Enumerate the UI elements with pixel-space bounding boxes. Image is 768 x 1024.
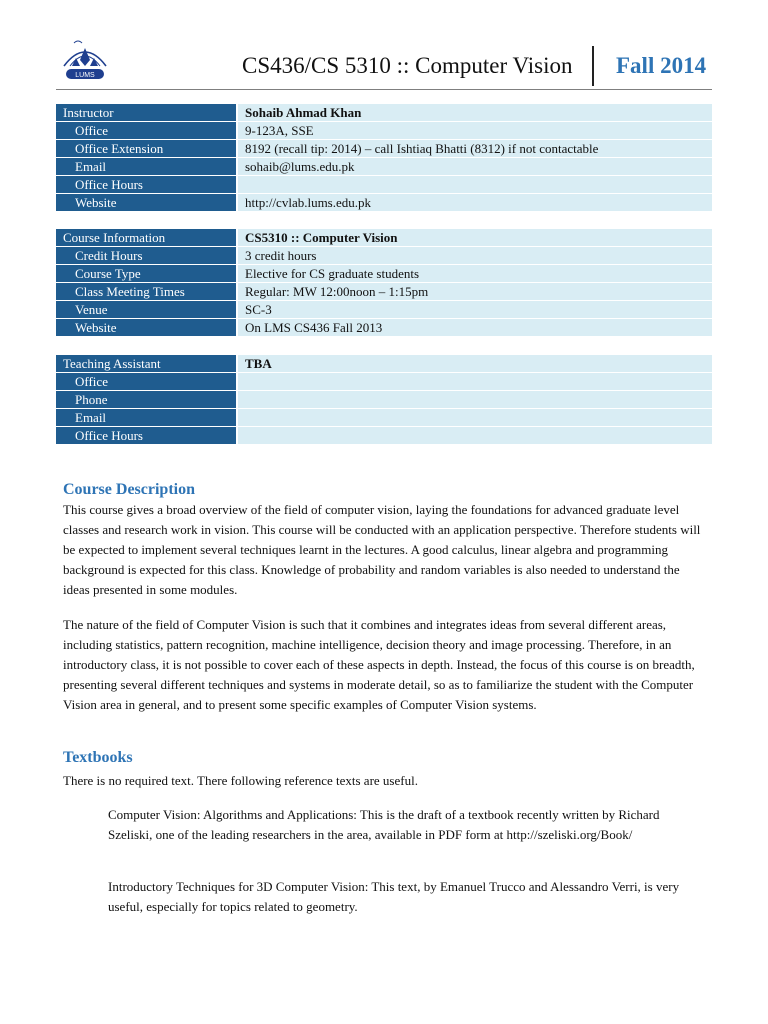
table-row	[56, 176, 712, 194]
table-row	[56, 265, 712, 283]
row-label: Office Hours	[56, 176, 236, 193]
row-value: http://cvlab.lums.edu.pk	[238, 194, 712, 211]
university-logo	[56, 36, 114, 86]
row-label: Website	[56, 194, 236, 211]
textbooks-intro: There is no required text. There following reference texts are useful.	[63, 773, 418, 788]
course-term: Fall 2014	[616, 53, 707, 78]
title-divider	[592, 46, 594, 86]
row-value: Sohaib Ahmad Khan	[238, 104, 712, 121]
table-row	[56, 104, 712, 122]
row-label: Email	[56, 409, 236, 426]
table-row	[56, 122, 712, 140]
textbooks-heading: Textbooks	[63, 749, 133, 766]
row-label: Office	[56, 373, 236, 390]
row-value: Regular: MW 12:00noon – 1:15pm	[238, 283, 712, 300]
table-row	[56, 229, 712, 247]
row-value: CS5310 :: Computer Vision	[238, 229, 712, 246]
table-row	[56, 194, 712, 212]
course-description-paragraph: The nature of the field of Computer Vision is such that it combines and integrates ideas from several different areas, including statistics, pattern recognition, machine intelligence, decision theory and image processing. Therefore, in an introductory class, it is not possible to cover each of these aspects in depth. Instead, the focus of this course is on breadth, presenting several different techniques and systems in moderate detail, so as to familiarize the student with the Computer Vision area in general, and to present some specific examples of Computer Vision systems.	[63, 617, 695, 712]
row-label: Email	[56, 158, 236, 175]
table-row	[56, 319, 712, 337]
row-label: Instructor	[56, 104, 236, 121]
table-row	[56, 247, 712, 265]
instructor-table	[56, 104, 712, 212]
table-row	[56, 427, 712, 445]
row-value: TBA	[238, 355, 712, 372]
row-value: Elective for CS graduate students	[238, 265, 712, 282]
table-row	[56, 391, 712, 409]
table-row	[56, 140, 712, 158]
course-info-table	[56, 229, 712, 337]
row-value	[238, 373, 712, 390]
row-label: Course Type	[56, 265, 236, 282]
row-value: 3 credit hours	[238, 247, 712, 264]
row-label: Venue	[56, 301, 236, 318]
row-value: 9-123A, SSE	[238, 122, 712, 139]
course-description-paragraph: This course gives a broad overview of the field of computer vision, laying the foundations for advanced graduate level classes and research work in vision. This course will be conducted with an application perspective. Therefore students will be expected to implement several techniques learnt in the lectures. A good calculus, linear algebra and programming background is expected for this class. Knowledge of probability and random variables is also needed to understand the ideas presented in some modules.	[63, 502, 701, 597]
row-value	[238, 391, 712, 408]
row-label: Course Information	[56, 229, 236, 246]
row-value	[238, 427, 712, 444]
row-label: Office Extension	[56, 140, 236, 157]
row-value: SC-3	[238, 301, 712, 318]
table-row	[56, 409, 712, 427]
row-value: sohaib@lums.edu.pk	[238, 158, 712, 175]
header-rule	[56, 89, 712, 90]
table-row	[56, 158, 712, 176]
course-description-heading: Course Description	[63, 481, 195, 498]
row-label: Phone	[56, 391, 236, 408]
row-value	[238, 176, 712, 193]
row-value	[238, 409, 712, 426]
row-label: Class Meeting Times	[56, 283, 236, 300]
row-label: Credit Hours	[56, 247, 236, 264]
row-label: Website	[56, 319, 236, 336]
row-value: 8192 (recall tip: 2014) – call Ishtiaq Bhatti (8312) if not contactable	[238, 140, 712, 157]
document-header	[56, 36, 712, 92]
row-value: On LMS CS436 Fall 2013	[238, 319, 712, 336]
table-row	[56, 373, 712, 391]
teaching-assistant-table	[56, 355, 712, 445]
reference-item: Computer Vision: Algorithms and Applications: This is the draft of a textbook recently written by Richard Szeliski, one of the leading researchers in the area, available in PDF form at http://szeliski.org/Book/	[108, 807, 660, 842]
row-label: Teaching Assistant	[56, 355, 236, 372]
row-label: Office	[56, 122, 236, 139]
table-row	[56, 301, 712, 319]
table-row	[56, 355, 712, 373]
reference-item: Introductory Techniques for 3D Computer Vision: This text, by Emanuel Trucco and Alessandro Verri, is very useful, especially for topics related to geometry.	[108, 879, 680, 914]
course-title: CS436/CS 5310 :: Computer Vision	[242, 53, 573, 78]
table-row	[56, 283, 712, 301]
row-label: Office Hours	[56, 427, 236, 444]
svg-text:LUMS: LUMS	[75, 72, 95, 79]
